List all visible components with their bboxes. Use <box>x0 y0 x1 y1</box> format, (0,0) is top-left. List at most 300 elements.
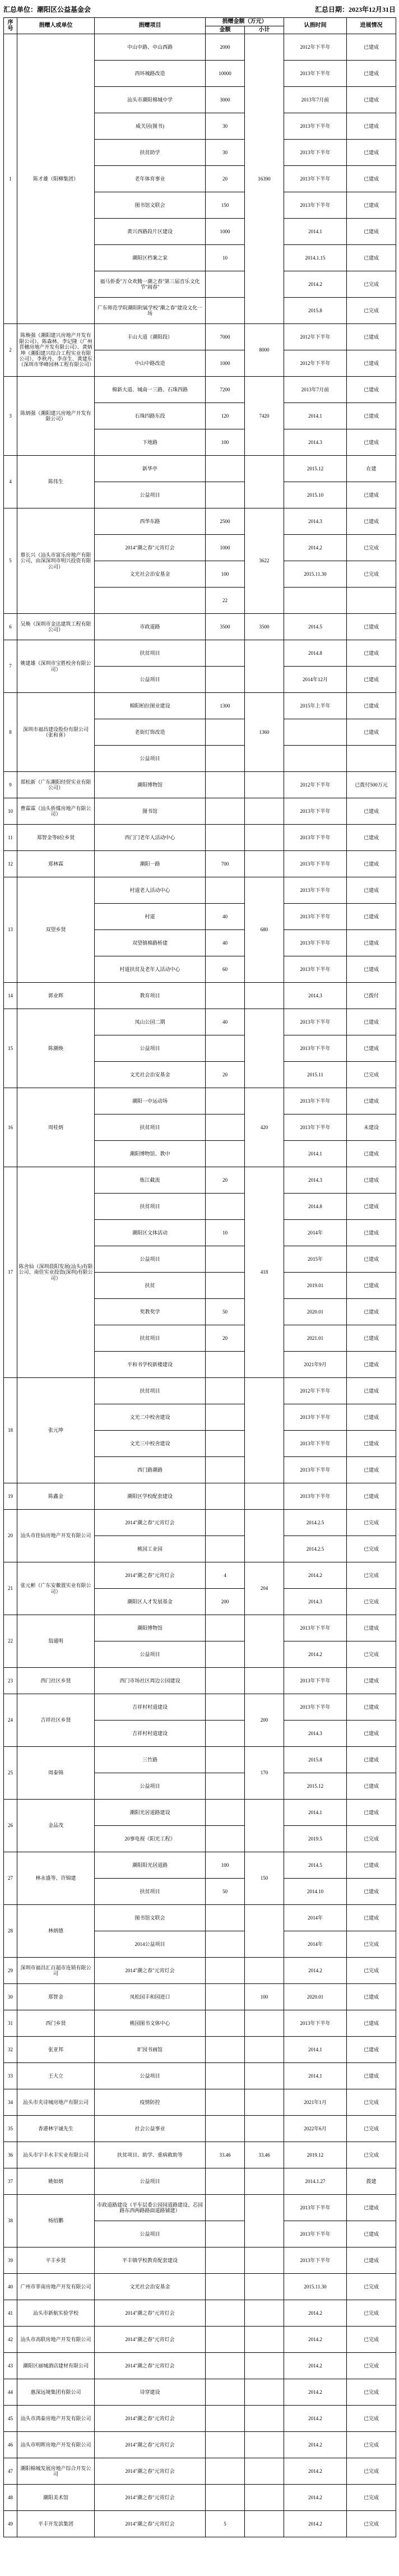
project-cell: 2014"潮之春"元宵灯会 <box>95 2485 206 2511</box>
project-cell: 吉祥村村道建设 <box>95 1694 206 1721</box>
seq-cell: 32 <box>4 2037 17 2063</box>
time-cell: 2014.8 <box>284 1194 347 1220</box>
project-cell: 中山中路、中山西路 <box>95 34 206 61</box>
time-cell: 2014.2 <box>284 2485 347 2511</box>
donor-cell: 汕头市佳仙房地产开发有限公司 <box>17 1510 95 1562</box>
project-cell: 扶贫 <box>95 1273 206 1299</box>
status-cell: 已建成 <box>347 113 396 140</box>
time-cell: 2013年下半年 <box>284 1483 347 1510</box>
amount-cell: 1000 <box>206 350 245 377</box>
project-cell: 文光社会治安基金 <box>95 1062 206 1088</box>
table-row <box>4 1009 396 1035</box>
seq-cell: 17 <box>4 1167 17 1378</box>
time-cell: 2014.2 <box>284 2458 347 2485</box>
table-row <box>4 2063 396 2089</box>
subtotal-cell <box>245 2274 284 2300</box>
amount-cell <box>206 1194 245 1220</box>
seq-cell: 46 <box>4 2432 17 2458</box>
status-cell: 已建成 <box>347 1299 396 1325</box>
seq-cell: 21 <box>4 1562 17 1615</box>
amount-cell: 1300 <box>206 693 245 719</box>
amount-cell <box>206 1114 245 1141</box>
project-cell: 潮阳区学校配套建设 <box>95 1483 206 1510</box>
status-cell: 已完成 <box>347 2379 396 2406</box>
status-cell: 已建成 <box>347 1167 396 1194</box>
amount-cell <box>206 1141 245 1167</box>
donor-cell: 翁通明 <box>17 1615 95 1668</box>
seq-cell: 10 <box>4 798 17 825</box>
header-seq: 序号 <box>4 18 17 34</box>
seq-cell: 6 <box>4 614 17 640</box>
report-header <box>3 4 396 14</box>
donor-cell: 姚建雄（深圳市宝胜校舍有限公司） <box>17 640 95 693</box>
amount-cell: 20 <box>206 166 245 192</box>
project-cell: 2014"潮之春"元宵灯会 <box>95 1958 206 1984</box>
project-cell: 老年体育事业 <box>95 166 206 192</box>
subtotal-cell: 33.46 <box>245 2142 284 2168</box>
time-cell: 2013年下半年 <box>284 1668 347 1694</box>
project-cell: 扶贫项目 <box>95 1194 206 1220</box>
subtotal-cell: 170 <box>245 1747 284 1800</box>
header-project: 捐赠项目 <box>95 18 206 34</box>
seq-cell: 2 <box>4 324 17 377</box>
project-cell: 公益项目 <box>95 2221 206 2247</box>
donor-cell: 平丰乡贤 <box>17 2247 95 2274</box>
seq-cell: 8 <box>4 693 17 772</box>
status-cell: 已建成 <box>347 429 396 456</box>
project-cell: 疫情防控 <box>95 2089 206 2116</box>
header-date: 汇总日期：2023年12月31日 <box>314 6 396 13</box>
project-cell: 公益项目 <box>95 667 206 693</box>
seq-cell: 40 <box>4 2274 17 2300</box>
header-amount-sub: 金额 <box>206 26 245 34</box>
amount-cell <box>206 1088 245 1114</box>
project-cell: 汕头市潮阳棉城中学 <box>95 87 206 113</box>
time-cell: 2014.2 <box>284 2300 347 2327</box>
status-cell: 已完成 <box>347 2089 396 2116</box>
time-cell: 2014.2 <box>284 2379 347 2406</box>
time-cell: 2014.2 <box>284 1958 347 1984</box>
status-cell: 已拨付 <box>347 983 396 1009</box>
seq-cell: 3 <box>4 377 17 456</box>
time-cell: 2015.11.30 <box>284 561 347 588</box>
time-cell: 2014.1.27 <box>284 2168 347 2195</box>
table-row <box>4 456 396 482</box>
donor-cell: 杨绍鹏 <box>17 2195 95 2247</box>
subtotal-cell <box>245 825 284 851</box>
status-cell: 已完成 <box>347 298 396 324</box>
project-cell: 公益项目 <box>95 1773 206 1800</box>
table-row <box>4 2010 396 2037</box>
seq-cell: 26 <box>4 1800 17 1852</box>
header-subtotal: 小计 <box>245 26 284 34</box>
seq-cell: 48 <box>4 2485 17 2511</box>
time-cell: 2014.2 <box>284 1641 347 1668</box>
amount-cell <box>206 2327 245 2353</box>
seq-cell: 11 <box>4 825 17 851</box>
donor-cell: 惠深远境集团有限公司 <box>17 2379 95 2406</box>
header-progress: 进展情况 <box>347 18 396 34</box>
donor-cell: 陈鑫金 <box>17 1483 95 1510</box>
time-cell: 2015.11 <box>284 1062 347 1088</box>
amount-cell <box>206 877 245 904</box>
subtotal-cell <box>245 2300 284 2327</box>
donor-cell: 陈才雄（阳柳集团） <box>17 34 95 324</box>
project-cell: 诗穿建设 <box>95 2379 206 2406</box>
subtotal-cell <box>245 2195 284 2247</box>
amount-cell: 20 <box>206 1167 245 1194</box>
seq-cell: 16 <box>4 1088 17 1167</box>
seq-cell: 42 <box>4 2327 17 2353</box>
seq-cell: 45 <box>4 2406 17 2432</box>
project-cell: 扶贫项目 <box>95 1325 206 1352</box>
project-cell: 威关居(图书) <box>95 113 206 140</box>
table-row <box>4 2116 396 2142</box>
amount-cell <box>206 2168 245 2195</box>
table-row <box>4 1167 396 1194</box>
donor-cell: 陈舍仙（深圳晨阳发展(汕头)有限公司、南佳实业投资(深圳)有限公司） <box>17 1167 95 1378</box>
amount-cell <box>206 2406 245 2432</box>
subtotal-cell <box>245 2116 284 2142</box>
project-cell: 潮阳区档案之家 <box>95 245 206 271</box>
amount-cell <box>206 271 245 298</box>
amount-cell <box>206 1747 245 1773</box>
table-row <box>4 693 396 719</box>
time-cell: 2014年12月 <box>284 667 347 693</box>
amount-cell <box>206 719 245 746</box>
table-row <box>4 1905 396 1931</box>
status-cell <box>347 746 396 772</box>
table-row <box>4 508 396 535</box>
status-cell: 已完成 <box>347 1641 396 1668</box>
amount-cell <box>206 1536 245 1562</box>
table-row <box>4 2485 396 2511</box>
table-row <box>4 983 396 1009</box>
project-cell: 石珠四路东段 <box>95 403 206 429</box>
donor-cell: 姚如炳 <box>17 2168 95 2195</box>
subtotal-cell <box>245 1905 284 1958</box>
donor-cell: 平丰开发滨集团 <box>17 2511 95 2537</box>
status-cell: 已建成 <box>347 1483 396 1510</box>
project-cell: 新华亭 <box>95 456 206 482</box>
status-cell: 已建成 <box>347 324 396 350</box>
project-cell: 公益项目 <box>95 1035 206 1062</box>
table-row <box>4 1694 396 1721</box>
amount-cell <box>206 2458 245 2485</box>
seq-cell: 29 <box>4 1958 17 1984</box>
status-cell: 已建成 <box>347 877 396 904</box>
table-row <box>4 2142 396 2168</box>
project-cell: 文光社会治安基金 <box>95 2274 206 2300</box>
project-cell: 2014"潮之春"元宵灯会 <box>95 2327 206 2353</box>
amount-cell <box>206 2300 245 2327</box>
time-cell: 2013年下半年 <box>284 904 347 930</box>
amount-cell: 120 <box>206 403 245 429</box>
table-row <box>4 614 396 640</box>
time-cell: 2013年下半年 <box>284 930 347 956</box>
table-row <box>4 1747 396 1773</box>
table-row <box>4 640 396 667</box>
project-cell: 潮阳区人才发展基金 <box>95 1589 206 1615</box>
donor-cell: 汕头市新航实验学校 <box>17 2300 95 2327</box>
amount-cell: 50 <box>206 1299 245 1325</box>
subtotal-cell <box>245 2010 284 2037</box>
project-cell: 桃园图书文体中心 <box>95 2010 206 2037</box>
amount-cell <box>206 1404 245 1431</box>
project-cell: 广东师范学院潮阳附属学校"潮之春"建设文化一场 <box>95 298 206 324</box>
status-cell: 已完成 <box>347 2116 396 2142</box>
project-cell: 黄兴西路段片区建设 <box>95 219 206 245</box>
project-cell: 潮阳博物馆 <box>95 772 206 798</box>
amount-cell: 10000 <box>206 61 245 87</box>
time-cell: 2014.2 <box>284 2432 347 2458</box>
amount-cell <box>206 2432 245 2458</box>
amount-cell: 30 <box>206 113 245 140</box>
status-cell: 已完成 <box>347 2458 396 2485</box>
amount-cell <box>206 1773 245 1800</box>
subtotal-cell: 7420 <box>245 377 284 456</box>
project-cell: 潮阳博物馆、教中 <box>95 1141 206 1167</box>
donor-cell: 香港林宇诚先生 <box>17 2116 95 2142</box>
status-cell: 已建成 <box>347 482 396 508</box>
time-cell: 2014.1 <box>284 403 347 429</box>
status-cell: 已完成 <box>347 1826 396 1852</box>
amount-cell <box>206 667 245 693</box>
time-cell: 2013年下半年 <box>284 956 347 983</box>
status-cell: 已完成 <box>347 271 396 298</box>
donor-cell: 汕头市明晖房地产开发有限公司 <box>17 2432 95 2458</box>
table-row <box>4 1562 396 1589</box>
seq-cell: 4 <box>4 456 17 508</box>
amount-cell: 2000 <box>206 34 245 61</box>
project-cell: 公益项目 <box>95 2063 206 2089</box>
project-cell: 扶贫项目 <box>95 1879 206 1905</box>
table-row <box>4 2327 396 2353</box>
time-cell: 2013年下半年 <box>284 140 347 166</box>
table-row <box>4 1958 396 1984</box>
status-cell: 已建成 <box>347 930 396 956</box>
project-cell: 市政道路 <box>95 614 206 640</box>
amount-cell: 10 <box>206 1220 245 1246</box>
donor-cell: 深圳市福昌汇百超市连锁有限公司 <box>17 1958 95 1984</box>
subtotal-cell: 3500 <box>245 614 284 640</box>
status-cell: 已建成 <box>347 34 396 61</box>
status-cell: 已建成 <box>347 1378 396 1404</box>
donor-cell: 汕头市宇丰水丰实业有限公司 <box>17 2142 95 2168</box>
table-row <box>4 1615 396 1641</box>
time-cell: 2013年下半年 <box>284 2221 347 2247</box>
project-cell: 2014"潮之春"元宵灯会 <box>95 2458 206 2485</box>
table-row <box>4 1378 396 1404</box>
project-cell: 旷园书画馆 <box>95 2037 206 2063</box>
table-row <box>4 2247 396 2274</box>
time-cell: 2014.1 <box>284 2037 347 2063</box>
time-cell: 2012年下半年 <box>284 772 347 798</box>
amount-cell <box>206 2221 245 2247</box>
status-cell: 已拨付500万元 <box>347 772 396 798</box>
amount-cell <box>206 746 245 772</box>
subtotal-cell: 680 <box>245 877 284 983</box>
seq-cell: 7 <box>4 640 17 693</box>
table-row <box>4 2037 396 2063</box>
amount-cell <box>206 1984 245 2010</box>
project-cell: 三竹路 <box>95 1747 206 1773</box>
table-row <box>4 798 396 825</box>
time-cell: 2013年下半年 <box>284 1694 347 1721</box>
status-cell: 已完成 <box>347 1510 396 1536</box>
time-cell: 2019.01 <box>284 1273 347 1299</box>
status-cell: 已建成 <box>347 1273 396 1299</box>
project-cell: 2014"潮之春"元宵灯会 <box>95 2511 206 2537</box>
project-cell: 吉祥村村道建设 <box>95 1721 206 1747</box>
time-cell: 2014.1 <box>284 1800 347 1826</box>
donor-cell: 吉祥社区乡贤 <box>17 1694 95 1747</box>
donor-cell: 西门乡贤 <box>17 2010 95 2037</box>
seq-cell: 31 <box>4 2010 17 2037</box>
seq-cell: 23 <box>4 1668 17 1694</box>
seq-cell: 34 <box>4 2089 17 2116</box>
subtotal-cell: 204 <box>245 1562 284 1615</box>
seq-cell: 49 <box>4 2511 17 2537</box>
status-cell: 已建成 <box>347 640 396 667</box>
amount-cell <box>206 1510 245 1536</box>
project-cell: 20事电视《阳光工程》 <box>95 1826 206 1852</box>
subtotal-cell: 418 <box>245 1167 284 1378</box>
time-cell: 2014.3 <box>284 1721 347 1747</box>
status-cell: 已建成 <box>347 2037 396 2063</box>
time-cell: 2014年 <box>284 1905 347 1931</box>
project-cell: 图书馆 <box>95 798 206 825</box>
donation-table <box>3 17 396 2537</box>
donor-cell: 广州市菲南房地产开发有限公司 <box>17 2274 95 2300</box>
subtotal-cell <box>245 1668 284 1694</box>
time-cell: 2012年下半年 <box>284 1378 347 1404</box>
table-row <box>4 1984 396 2010</box>
subtotal-cell <box>245 2353 284 2379</box>
time-cell: 2013年下半年 <box>284 1088 347 1114</box>
donor-cell: 郑智金等8位乡贤 <box>17 825 95 851</box>
project-cell: 西华东路 <box>95 508 206 535</box>
amount-cell: 100 <box>206 561 245 588</box>
time-cell: 2021.01 <box>284 1325 347 1352</box>
time-cell <box>284 746 347 772</box>
amount-cell: 7000 <box>206 324 245 350</box>
time-cell: 2012年下半年 <box>284 34 347 61</box>
seq-cell: 12 <box>4 851 17 877</box>
amount-cell: 100 <box>206 429 245 456</box>
seq-cell: 47 <box>4 2458 17 2485</box>
subtotal-cell <box>245 2089 284 2116</box>
amount-cell: 1000 <box>206 219 245 245</box>
status-cell: 已建成 <box>347 1773 396 1800</box>
donor-cell: 汕头市夹诗城房地产有限公司 <box>17 2089 95 2116</box>
project-cell: 2014"潮之春"元宵灯会 <box>95 2406 206 2432</box>
project-cell: 2014"潮之春"元宵灯会 <box>95 2432 206 2458</box>
amount-cell: 60 <box>206 956 245 983</box>
amount-cell <box>206 1905 245 1931</box>
amount-cell <box>206 1246 245 1273</box>
table-row <box>4 377 396 403</box>
time-cell: 2015.11.30 <box>284 2274 347 2300</box>
amount-cell: 150 <box>206 192 245 219</box>
subtotal-cell <box>245 2063 284 2089</box>
status-cell: 已建成 <box>347 508 396 535</box>
time-cell: 2014.2 <box>284 1562 347 1589</box>
amount-cell <box>206 640 245 667</box>
project-cell: 下地路 <box>95 429 206 456</box>
status-cell: 已建成 <box>347 1404 396 1431</box>
amount-cell <box>206 2037 245 2063</box>
donor-cell: 蔡长兴（汕头市富乐房地产有限公司，由深深圳市明兴投资有限公司） <box>17 508 95 614</box>
time-cell: 2013年下半年 <box>284 192 347 219</box>
amount-cell <box>206 1615 245 1641</box>
seq-cell: 5 <box>4 508 17 614</box>
status-cell: 已建成 <box>347 1431 396 1457</box>
amount-cell <box>206 825 245 851</box>
status-cell: 已完成 <box>347 1536 396 1562</box>
status-cell: 已完成 <box>347 1958 396 1984</box>
time-cell: 2014年 <box>284 1931 347 1958</box>
seq-cell: 18 <box>4 1378 17 1483</box>
subtotal-cell <box>245 1800 284 1852</box>
amount-cell <box>206 2274 245 2300</box>
status-cell: 已建成 <box>347 166 396 192</box>
amount-cell <box>206 1273 245 1299</box>
status-cell <box>347 588 396 614</box>
donor-cell: 陈潮焕 <box>17 1009 95 1088</box>
seq-cell: 9 <box>4 772 17 798</box>
amount-cell <box>206 298 245 324</box>
project-cell: 扶贫助学 <box>95 140 206 166</box>
table-row <box>4 2432 396 2458</box>
donor-cell: 林永盛等、许锦建 <box>17 1852 95 1905</box>
time-cell: 2015.12 <box>284 456 347 482</box>
status-cell: 已建成 <box>347 1852 396 1879</box>
project-cell: 潮阳区文体活动 <box>95 1220 206 1246</box>
donor-cell: 汕头市鸿泰房地产开发有限公司 <box>17 2406 95 2432</box>
project-cell: 潮阳博物馆 <box>95 1615 206 1641</box>
table-row <box>4 2458 396 2485</box>
donor-cell: 吴焕（深圳市金达建筑工程有限公司） <box>17 614 95 640</box>
project-cell: 潮阳一路 <box>95 851 206 877</box>
seq-cell: 1 <box>4 34 17 324</box>
donor-cell: 周桂炳 <box>17 1088 95 1167</box>
time-cell <box>284 719 347 746</box>
amount-cell <box>206 2063 245 2089</box>
seq-cell: 35 <box>4 2116 17 2142</box>
subtotal-cell <box>245 1009 284 1088</box>
project-cell: 扶贫项目、助学、重病救助等 <box>95 2142 206 2168</box>
seq-cell: 14 <box>4 983 17 1009</box>
subtotal-cell <box>245 2379 284 2406</box>
status-cell: 已建成 <box>347 1246 396 1273</box>
donor-cell: 潮阳棉城发展房地产综合开发公司 <box>17 2458 95 2485</box>
status-cell: 已完成 <box>347 2485 396 2511</box>
project-cell: 奖教奖学 <box>95 1299 206 1325</box>
status-cell: 已建成 <box>347 904 396 930</box>
amount-cell <box>206 1826 245 1852</box>
project-cell: 文光二中校舍建设 <box>95 1404 206 1431</box>
amount-cell <box>206 1721 245 1747</box>
status-cell: 已建成 <box>347 87 396 113</box>
table-row <box>4 1088 396 1114</box>
project-cell: 扶贫项目 <box>95 1114 206 1141</box>
status-cell: 已建成 <box>347 377 396 403</box>
status-cell: 已建成 <box>347 2195 396 2221</box>
subtotal-cell: 8000 <box>245 324 284 377</box>
time-cell: 2014.1 <box>284 1141 347 1167</box>
project-cell: 公益项目 <box>95 1641 206 1668</box>
